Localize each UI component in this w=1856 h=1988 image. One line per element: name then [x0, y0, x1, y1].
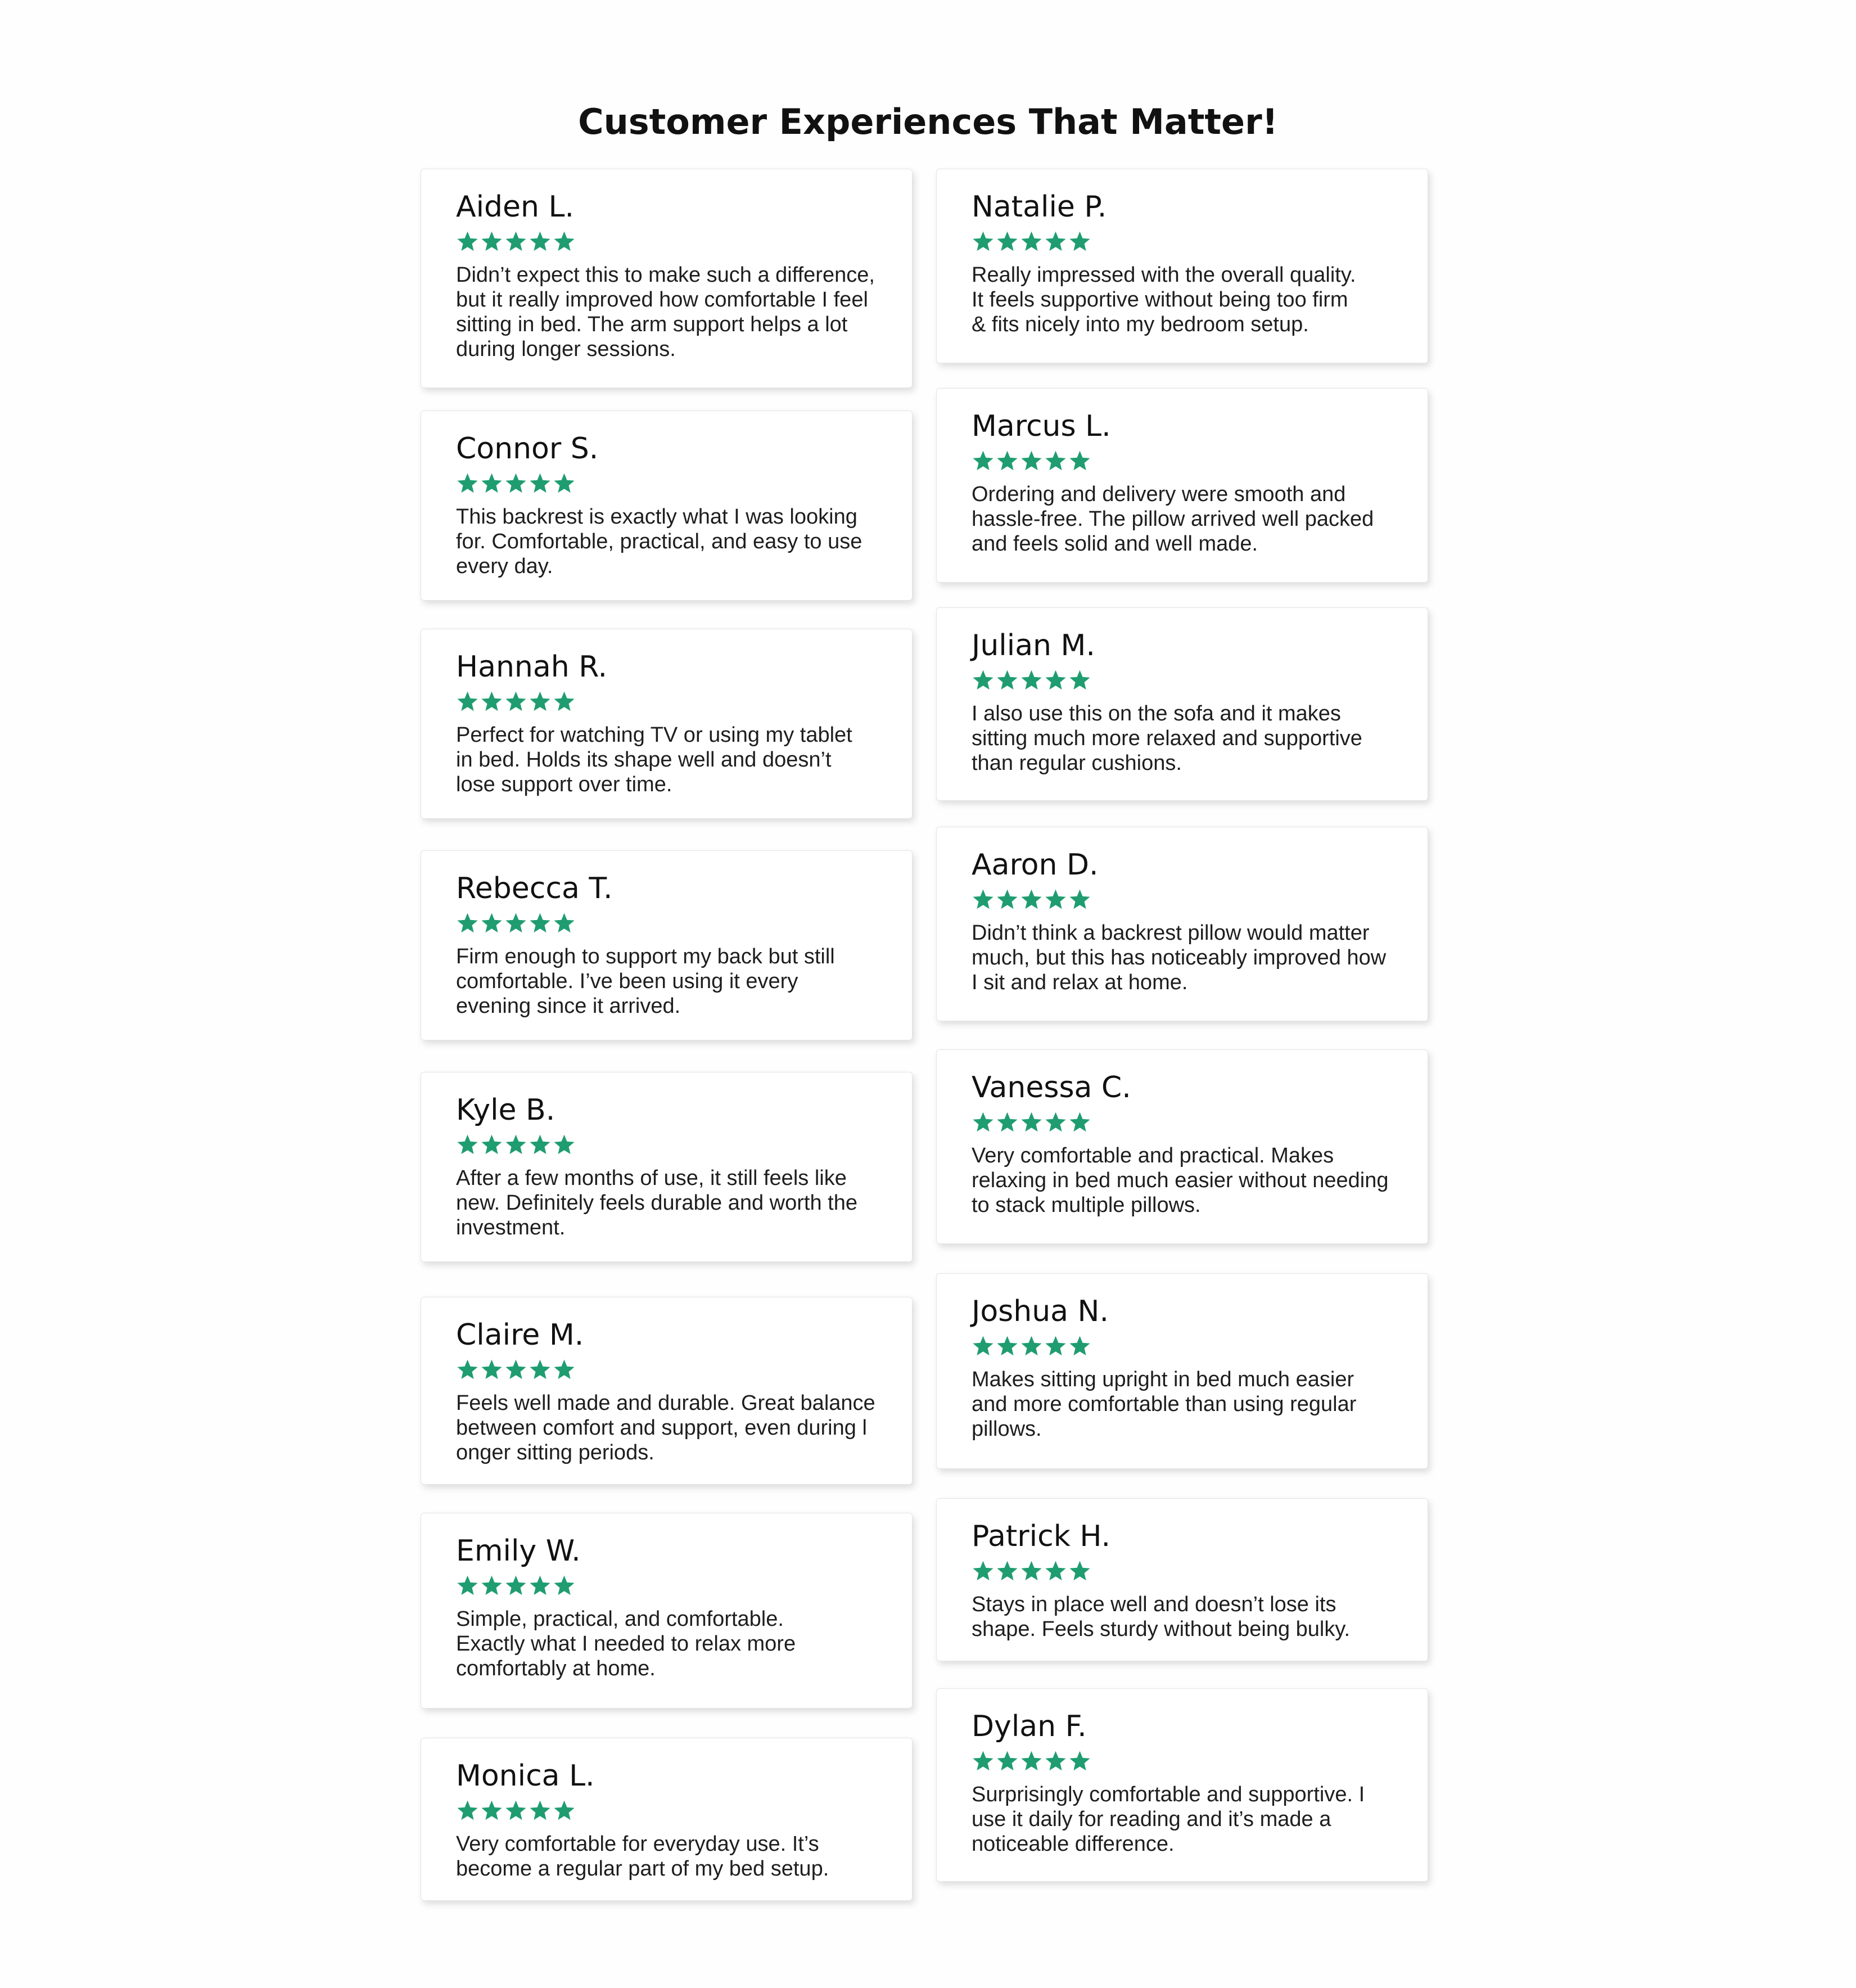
review-text: Makes sitting upright in bed much easier and more comfortable than using regular pillows. — [972, 1368, 1357, 1441]
star-rating — [972, 1106, 1411, 1138]
review-card — [936, 388, 1428, 583]
star-icon — [1020, 449, 1043, 472]
reviewer-name: Kyle B. — [456, 1093, 556, 1127]
review-card — [421, 169, 913, 388]
star-icon — [1020, 669, 1043, 692]
star-icon — [480, 472, 503, 495]
star-icon — [996, 1335, 1019, 1358]
star-icon — [529, 1799, 552, 1822]
star-icon — [972, 669, 995, 692]
star-icon — [480, 690, 503, 713]
review-text: Very comfortable for everyday use. It’s become a regular part of my bed setup. — [456, 1832, 829, 1881]
star-icon — [972, 230, 995, 253]
review-text: After a few months of use, it still feels like new. Definitely feels durable and worth the investment. — [456, 1166, 857, 1239]
star-rating — [456, 686, 895, 717]
review-text: Very comfortable and practical. Makes relaxing in bed much easier without needing to stack multiple pillows. — [972, 1144, 1389, 1217]
star-icon — [1020, 888, 1043, 911]
review-card — [936, 1498, 1428, 1661]
star-icon — [480, 230, 503, 253]
star-icon — [456, 1133, 479, 1156]
star-icon — [529, 1133, 552, 1156]
star-icon — [1044, 1335, 1067, 1358]
reviewer-name: Aiden L. — [456, 190, 575, 224]
review-card — [936, 1049, 1428, 1244]
review-card — [936, 169, 1428, 363]
star-icon — [972, 449, 995, 472]
reviewer-name: Natalie P. — [972, 190, 1107, 224]
star-rating — [972, 1745, 1411, 1777]
star-rating — [972, 1330, 1411, 1362]
review-text: Feels well made and durable. Great balance between comfort and support, even during l onger sitting periods. — [456, 1391, 875, 1464]
star-rating — [456, 1354, 895, 1385]
star-icon — [504, 690, 527, 713]
star-icon — [553, 1799, 576, 1822]
star-icon — [529, 472, 552, 495]
star-icon — [972, 888, 995, 911]
star-icon — [996, 449, 1019, 472]
review-card — [936, 607, 1428, 801]
star-icon — [1068, 1559, 1091, 1583]
star-icon — [996, 1750, 1019, 1773]
star-icon — [456, 1358, 479, 1381]
star-icon — [996, 1111, 1019, 1134]
review-card — [421, 411, 913, 601]
reviewer-name: Dylan F. — [972, 1710, 1087, 1743]
review-card — [421, 1072, 913, 1262]
reviewer-name: Claire M. — [456, 1318, 584, 1352]
reviewer-name: Connor S. — [456, 432, 599, 466]
star-icon — [553, 1133, 576, 1156]
star-icon — [504, 1799, 527, 1822]
star-icon — [972, 1335, 995, 1358]
review-card — [936, 1273, 1428, 1469]
star-icon — [456, 472, 479, 495]
review-card — [936, 1688, 1428, 1882]
star-icon — [996, 230, 1019, 253]
star-rating — [972, 664, 1411, 696]
star-icon — [480, 1799, 503, 1822]
star-icon — [529, 1358, 552, 1381]
star-icon — [972, 1111, 995, 1134]
star-icon — [996, 1559, 1019, 1583]
star-icon — [1044, 1750, 1067, 1773]
star-icon — [504, 230, 527, 253]
star-icon — [504, 1133, 527, 1156]
star-icon — [529, 1574, 552, 1597]
star-rating — [456, 1129, 895, 1160]
star-icon — [553, 1574, 576, 1597]
star-icon — [1068, 1111, 1091, 1134]
star-icon — [972, 1559, 995, 1583]
star-icon — [1044, 449, 1067, 472]
star-icon — [504, 472, 527, 495]
reviewer-name: Rebecca T. — [456, 872, 613, 905]
star-icon — [1020, 1335, 1043, 1358]
star-icon — [553, 912, 576, 935]
star-icon — [1068, 449, 1091, 472]
review-text: Firm enough to support my back but still comfortable. I’ve been using it every evening since it arrived. — [456, 945, 835, 1018]
reviewer-name: Patrick H. — [972, 1520, 1111, 1553]
review-text: Really impressed with the overall quality. It feels supportive without being too firm & fits nicely into my bedroom setup. — [972, 263, 1356, 336]
star-icon — [480, 912, 503, 935]
star-icon — [1044, 669, 1067, 692]
star-icon — [1044, 888, 1067, 911]
star-icon — [1068, 888, 1091, 911]
review-text: Surprisingly comfortable and supportive. I use it daily for reading and it’s made a noticeable difference. — [972, 1783, 1365, 1856]
star-icon — [553, 472, 576, 495]
review-card — [421, 1297, 913, 1485]
reviewer-name: Aaron D. — [972, 848, 1099, 882]
page-title: Customer Experiences That Matter! — [578, 101, 1278, 142]
review-text: Simple, practical, and comfortable. Exactly what I needed to relax more comfortably at home. — [456, 1607, 796, 1680]
star-icon — [480, 1133, 503, 1156]
star-icon — [480, 1574, 503, 1597]
review-text: Perfect for watching TV or using my tablet in bed. Holds its shape well and doesn’t lose support over time. — [456, 723, 852, 796]
review-text: Ordering and delivery were smooth and hassle-free. The pillow arrived well packed and feels solid and well made. — [972, 483, 1374, 556]
reviewer-name: Hannah R. — [456, 650, 608, 684]
review-text: Didn’t think a backrest pillow would matter much, but this has noticeably improved how I sit and relax at home. — [972, 921, 1387, 994]
star-icon — [456, 1799, 479, 1822]
star-icon — [529, 690, 552, 713]
star-rating — [972, 883, 1411, 915]
review-text: Didn’t expect this to make such a difference, but it really improved how comfortable I feel sitting in bed. The arm support helps a lot during longer sessions. — [456, 263, 875, 361]
star-icon — [529, 230, 552, 253]
star-rating — [456, 467, 895, 499]
star-icon — [1044, 230, 1067, 253]
star-icon — [996, 888, 1019, 911]
star-icon — [1020, 1559, 1043, 1583]
star-rating — [972, 445, 1411, 476]
star-icon — [1020, 1750, 1043, 1773]
star-icon — [553, 1358, 576, 1381]
star-icon — [1068, 230, 1091, 253]
star-icon — [1068, 1335, 1091, 1358]
star-icon — [1068, 669, 1091, 692]
review-text: This backrest is exactly what I was looking for. Comfortable, practical, and easy to use every day. — [456, 505, 862, 578]
star-icon — [1044, 1559, 1067, 1583]
star-rating — [456, 907, 895, 939]
review-card — [936, 827, 1428, 1021]
star-icon — [456, 230, 479, 253]
reviewer-name: Joshua N. — [972, 1295, 1109, 1328]
reviewer-name: Vanessa C. — [972, 1071, 1131, 1105]
star-icon — [1020, 1111, 1043, 1134]
star-rating — [456, 1570, 895, 1601]
star-icon — [504, 1574, 527, 1597]
star-icon — [456, 1574, 479, 1597]
star-icon — [529, 912, 552, 935]
star-icon — [456, 690, 479, 713]
review-card — [421, 1738, 913, 1901]
review-card — [421, 1513, 913, 1708]
reviewer-name: Marcus L. — [972, 409, 1111, 443]
review-text: Stays in place well and doesn’t lose its shape. Feels sturdy without being bulky. — [972, 1593, 1351, 1641]
star-icon — [1020, 230, 1043, 253]
reviewer-name: Emily W. — [456, 1534, 581, 1568]
star-icon — [456, 912, 479, 935]
review-card — [421, 629, 913, 819]
star-icon — [504, 1358, 527, 1381]
star-rating — [972, 226, 1411, 257]
star-icon — [504, 912, 527, 935]
star-rating — [456, 226, 895, 257]
review-text: I also use this on the sofa and it makes sitting much more relaxed and supportive than regular cushions. — [972, 702, 1362, 775]
reviewer-name: Julian M. — [972, 629, 1095, 662]
star-icon — [1044, 1111, 1067, 1134]
reviewer-name: Monica L. — [456, 1759, 595, 1793]
star-icon — [972, 1750, 995, 1773]
star-icon — [996, 669, 1019, 692]
star-rating — [972, 1555, 1411, 1586]
star-rating — [456, 1795, 895, 1826]
star-icon — [480, 1358, 503, 1381]
review-card — [421, 850, 913, 1040]
star-icon — [553, 230, 576, 253]
star-icon — [1068, 1750, 1091, 1773]
star-icon — [553, 690, 576, 713]
